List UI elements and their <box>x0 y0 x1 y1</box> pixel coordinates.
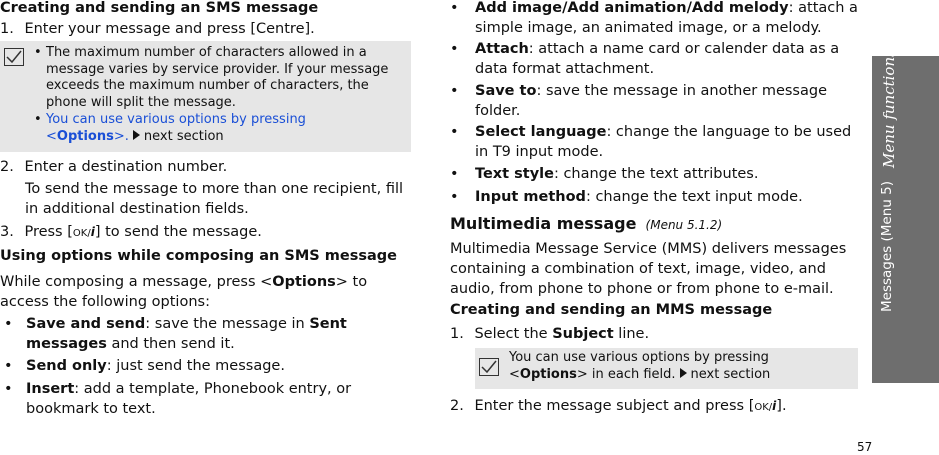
option-term: Insert <box>26 381 75 397</box>
step-text: line. <box>613 326 650 342</box>
bullet-dot: • <box>34 45 42 60</box>
option-item-select-language <box>450 122 860 162</box>
note-text: > in each field. <box>576 366 676 382</box>
option-item-text-style <box>450 164 860 184</box>
tab-subsection-title: Messages (Menu 5) <box>879 181 895 312</box>
intro-text: > to access the following options: <box>0 274 368 310</box>
bullet-dot: • <box>450 0 459 16</box>
option-term: Add melody <box>691 0 789 16</box>
step-text-pre: Press [ <box>24 224 73 240</box>
option-desc: : save the message in <box>145 316 310 332</box>
option-term: Add image <box>475 0 563 16</box>
bullet-dot: • <box>4 358 13 374</box>
heading-create-sms: Creating and sending an SMS message <box>0 0 319 16</box>
step-number: 2. <box>450 398 464 414</box>
step-text: Select the <box>474 326 553 342</box>
options-bracket: >. <box>113 128 129 144</box>
option-term: Select language <box>475 124 607 140</box>
tab-section-title: Menu functions <box>880 49 898 168</box>
step-1 <box>0 19 410 39</box>
option-item-attach <box>450 39 860 79</box>
bullet-dot: • <box>450 166 459 182</box>
option-desc: : change the text input mode. <box>585 189 803 205</box>
option-item-insert <box>4 379 396 419</box>
option-term: Send only <box>26 358 107 374</box>
note-text: You can use various options by pressing <box>509 350 769 365</box>
option-term: Save to <box>475 83 537 99</box>
next-section-arrow-icon <box>133 130 140 140</box>
option-desc: : change the language to be used in T9 input mode. <box>475 124 852 160</box>
step-number: 1. <box>0 21 14 37</box>
heading-options-sms: Using options while composing an SMS message <box>0 248 397 264</box>
next-section-label: next section <box>690 366 771 382</box>
option-sep: / <box>562 0 568 16</box>
bullet-dot: • <box>4 381 13 397</box>
page-number: 57 <box>857 440 873 454</box>
note-2-text <box>509 350 854 383</box>
mms-description: Multimedia Message Service (MMS) delivers messages containing a combination of text, image, video, and audio, from phone to phone or from phone to e-mail. <box>450 241 847 297</box>
info-key-icon: i <box>90 225 95 239</box>
step-2 <box>0 157 410 177</box>
step-text: Enter your message and press [Centre]. <box>24 21 315 37</box>
mms-step-1 <box>450 324 860 344</box>
note-text: The maximum number of characters allowed in a message varies by service provider. If your message exceeds the maximum number of characters, the phone will split the message. <box>46 45 389 110</box>
options-bracket: < <box>509 366 520 382</box>
step-number: 3. <box>0 224 14 240</box>
checkmark-note-icon <box>4 48 24 66</box>
option-item-save-and-send <box>4 314 396 354</box>
bullet-dot: • <box>4 316 13 332</box>
option-desc: : save the message in another message folder. <box>475 83 827 119</box>
bullet-dot: • <box>450 83 459 99</box>
option-desc: and then send it. <box>106 336 235 352</box>
step-text-post: ]. <box>776 398 787 414</box>
ok-key-label: OK/ <box>72 228 91 239</box>
option-term: Add animation <box>567 0 687 16</box>
options-bracket: < <box>46 128 57 144</box>
subject-keyword: Subject <box>552 326 614 342</box>
mms-step-2 <box>450 396 870 418</box>
option-desc: : add a template, Phonebook entry, or bookmark to text. <box>26 381 352 417</box>
step-3 <box>0 222 410 244</box>
bullet-dot: • <box>450 124 459 140</box>
bullet-dot: • <box>450 189 459 205</box>
option-item-add-media <box>450 0 860 38</box>
step-2-subtext: To send the message to more than one recipient, fill in additional destination fields. <box>25 181 404 217</box>
option-term: Save and send <box>26 316 146 332</box>
step-text-post: ] to send the message. <box>94 224 262 240</box>
option-term: Attach <box>475 41 529 57</box>
step-text: Enter a destination number. <box>24 159 228 175</box>
option-item-input-method <box>450 187 860 207</box>
option-sep: / <box>686 0 692 16</box>
heading-multimedia-message <box>450 214 722 233</box>
option-term: Sent messages <box>26 316 347 352</box>
bullet-dot: • <box>450 41 459 57</box>
info-key-icon: i <box>772 399 777 413</box>
option-term: Input method <box>475 189 586 205</box>
option-desc: : attach a name card or calender data as a data format attachment. <box>475 41 840 77</box>
mms-heading-text: Multimedia message <box>450 214 637 233</box>
note-box-1 <box>0 41 411 152</box>
menu-number: (Menu 5.1.2) <box>645 218 723 232</box>
option-desc: : just send the message. <box>106 358 285 374</box>
step-number: 2. <box>0 159 14 175</box>
option-desc: : attach a simple image, an animated image, or a melody. <box>475 0 858 36</box>
options-keyword: Options <box>56 128 114 144</box>
option-item-send-only <box>4 356 396 376</box>
step-text-pre: Enter the message subject and press [ <box>474 398 755 414</box>
next-section-arrow-icon <box>680 368 687 378</box>
note-box-2 <box>475 348 858 389</box>
next-section-label: next section <box>143 128 224 144</box>
heading-create-mms: Creating and sending an MMS message <box>450 302 773 318</box>
option-desc: : change the text attributes. <box>553 166 759 182</box>
checkmark-note-icon <box>479 358 499 376</box>
options-keyword: Options <box>272 274 336 290</box>
intro-text: While composing a message, press < <box>0 274 273 290</box>
note-item-2 <box>34 112 408 145</box>
bullet-dot: • <box>34 112 42 127</box>
note-options-text: You can use various options by pressing <box>46 112 306 127</box>
option-term: Text style <box>475 166 554 182</box>
options-keyword: Options <box>519 366 577 382</box>
note-item-1 <box>34 45 408 111</box>
ok-key-label: OK/ <box>754 402 773 413</box>
options-intro <box>0 272 395 312</box>
step-number: 1. <box>450 326 464 342</box>
option-item-save-to <box>450 81 860 121</box>
